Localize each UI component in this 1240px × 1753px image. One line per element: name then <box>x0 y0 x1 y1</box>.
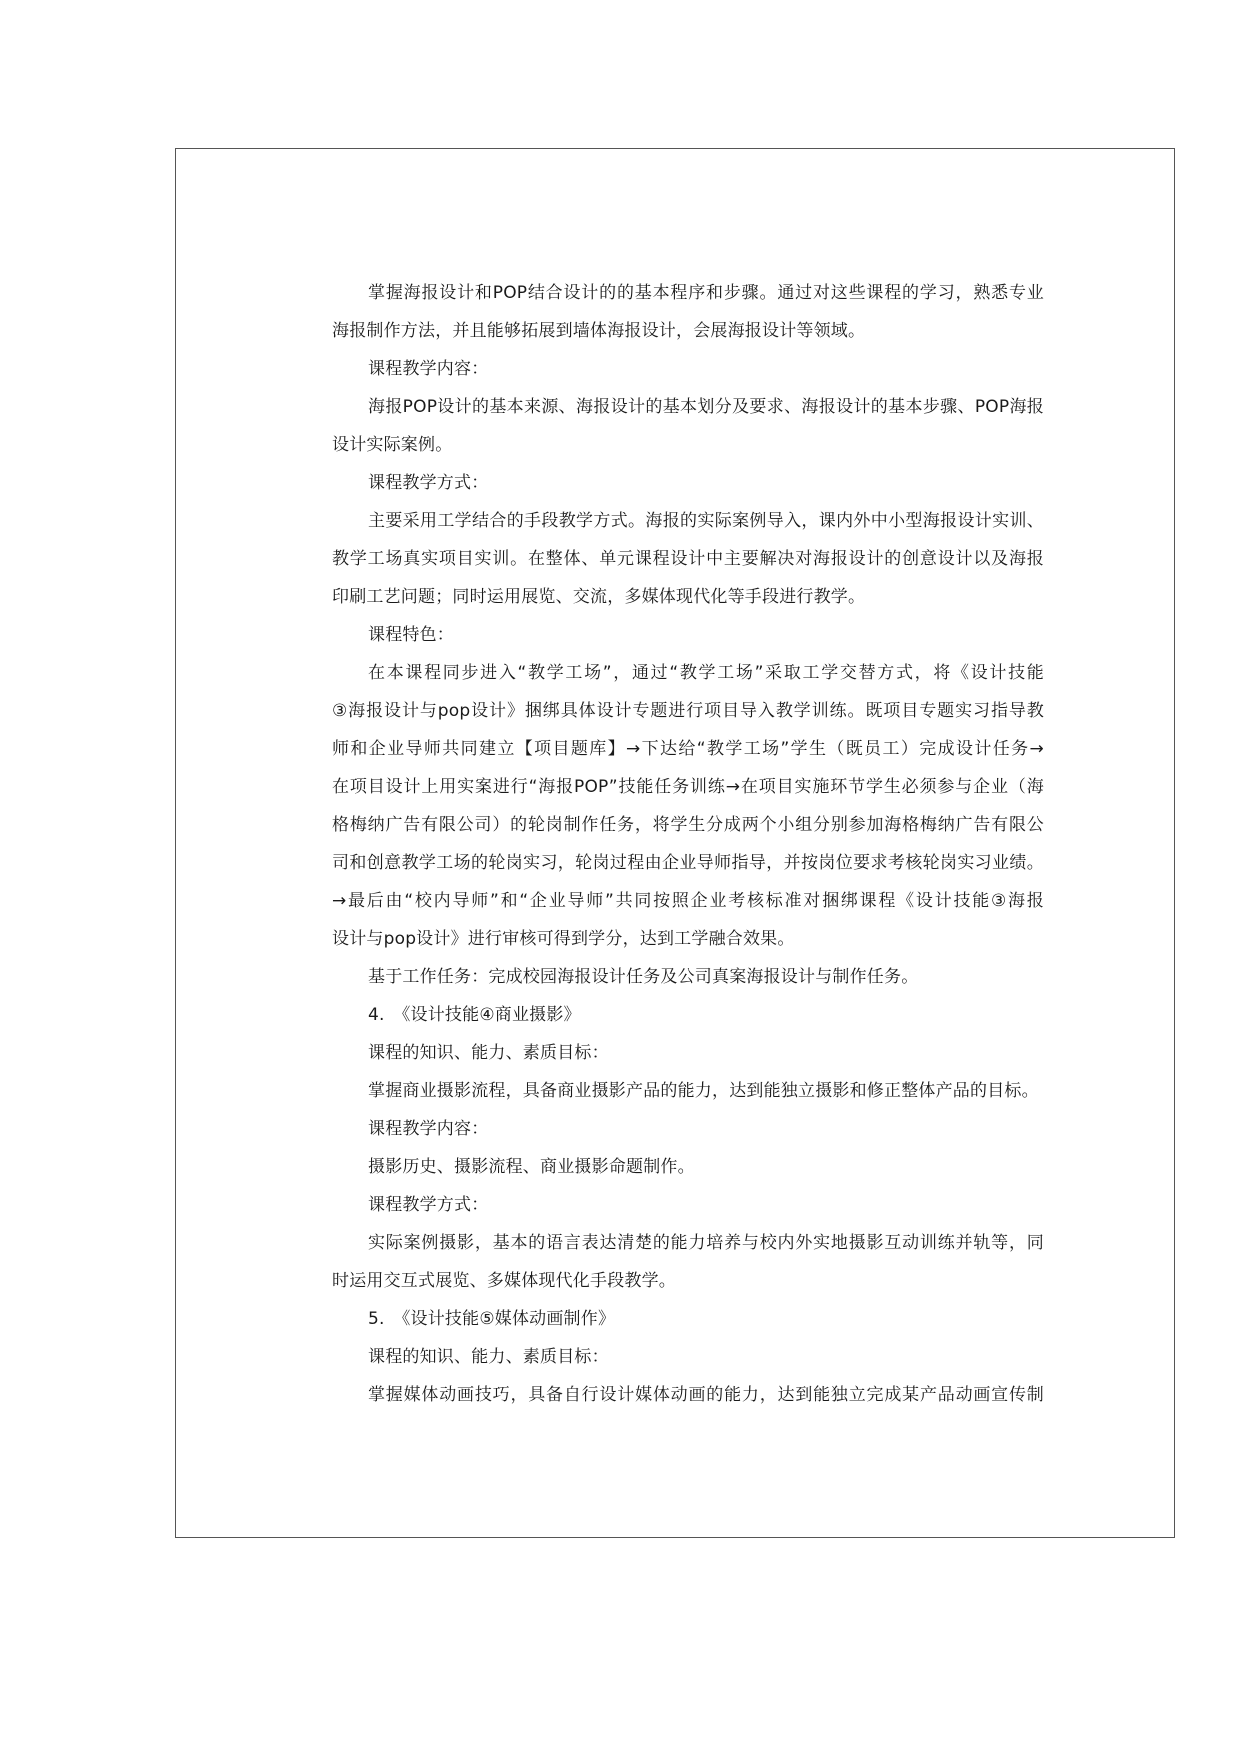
course-heading: 4. 《设计技能④商业摄影》 <box>368 1005 581 1025</box>
text-line: 掌握海报设计和POP结合设计的的基本程序和步骤。通过对这些课程的学习，熟悉专业 <box>368 283 1044 303</box>
text-line: 格梅纳广告有限公司）的轮岗制作任务，将学生分成两个小组分别参加海格梅纳广告有限公 <box>332 815 1044 835</box>
section-heading: 课程教学方式： <box>368 1195 489 1215</box>
text-line: 在项目设计上用实案进行“海报POP”技能任务训练→在项目实施环节学生必须参与企业（海 <box>332 777 1044 797</box>
text-line: 设计与pop设计》进行审核可得到学分，达到工学融合效果。 <box>332 929 795 949</box>
text-line: 基于工作任务：完成校园海报设计任务及公司真案海报设计与制作任务。 <box>368 967 919 987</box>
text-line: 师和企业导师共同建立【项目题库】→下达给“教学工场”学生（既员工）完成设计任务→ <box>332 739 1044 759</box>
section-heading: 课程教学内容： <box>368 1119 489 1139</box>
text-line: 海报POP设计的基本来源、海报设计的基本划分及要求、海报设计的基本步骤、POP海报 <box>368 397 1044 417</box>
text-line: 教学工场真实项目实训。在整体、单元课程设计中主要解决对海报设计的创意设计以及海报 <box>332 549 1044 569</box>
section-heading: 课程的知识、能力、素质目标： <box>368 1043 609 1063</box>
text-line: 印刷工艺问题；同时运用展览、交流，多媒体现代化等手段进行教学。 <box>332 587 866 607</box>
text-line: →最后由“校内导师”和“企业导师”共同按照企业考核标准对捆绑课程《设计技能③海报 <box>332 891 1044 911</box>
text-line: 在本课程同步进入“教学工场”，通过“教学工场”采取工学交替方式，将《设计技能 <box>368 663 1044 683</box>
text-line: 掌握商业摄影流程，具备商业摄影产品的能力，达到能独立摄影和修正整体产品的目标。 <box>368 1081 1039 1101</box>
section-heading: 课程教学方式： <box>368 473 489 493</box>
section-heading: 课程的知识、能力、素质目标： <box>368 1347 609 1367</box>
text-line: 司和创意教学工场的轮岗实习，轮岗过程由企业导师指导，并按岗位要求考核轮岗实习业绩。 <box>332 853 1044 873</box>
text-line: 摄影历史、摄影流程、商业摄影命题制作。 <box>368 1157 695 1177</box>
text-line: 掌握媒体动画技巧，具备自行设计媒体动画的能力，达到能独立完成某产品动画宣传制 <box>368 1385 1044 1405</box>
text-line: 主要采用工学结合的手段教学方式。海报的实际案例导入，课内外中小型海报设计实训、 <box>368 511 1044 531</box>
text-line: 海报制作方法，并且能够拓展到墙体海报设计，会展海报设计等领域。 <box>332 321 866 341</box>
text-line: ③海报设计与pop设计》捆绑具体设计专题进行项目导入教学训练。既项目专题实习指导教 <box>332 701 1044 721</box>
text-line: 实际案例摄影，基本的语言表达清楚的能力培养与校内外实地摄影互动训练并轨等，同 <box>368 1233 1044 1253</box>
text-line: 时运用交互式展览、多媒体现代化手段教学。 <box>332 1271 676 1291</box>
course-heading: 5. 《设计技能⑤媒体动画制作》 <box>368 1309 616 1329</box>
document-body <box>332 274 1044 1414</box>
text-line: 设计实际案例。 <box>332 435 453 455</box>
section-heading: 课程教学内容： <box>368 359 489 379</box>
section-heading: 课程特色： <box>368 625 454 645</box>
